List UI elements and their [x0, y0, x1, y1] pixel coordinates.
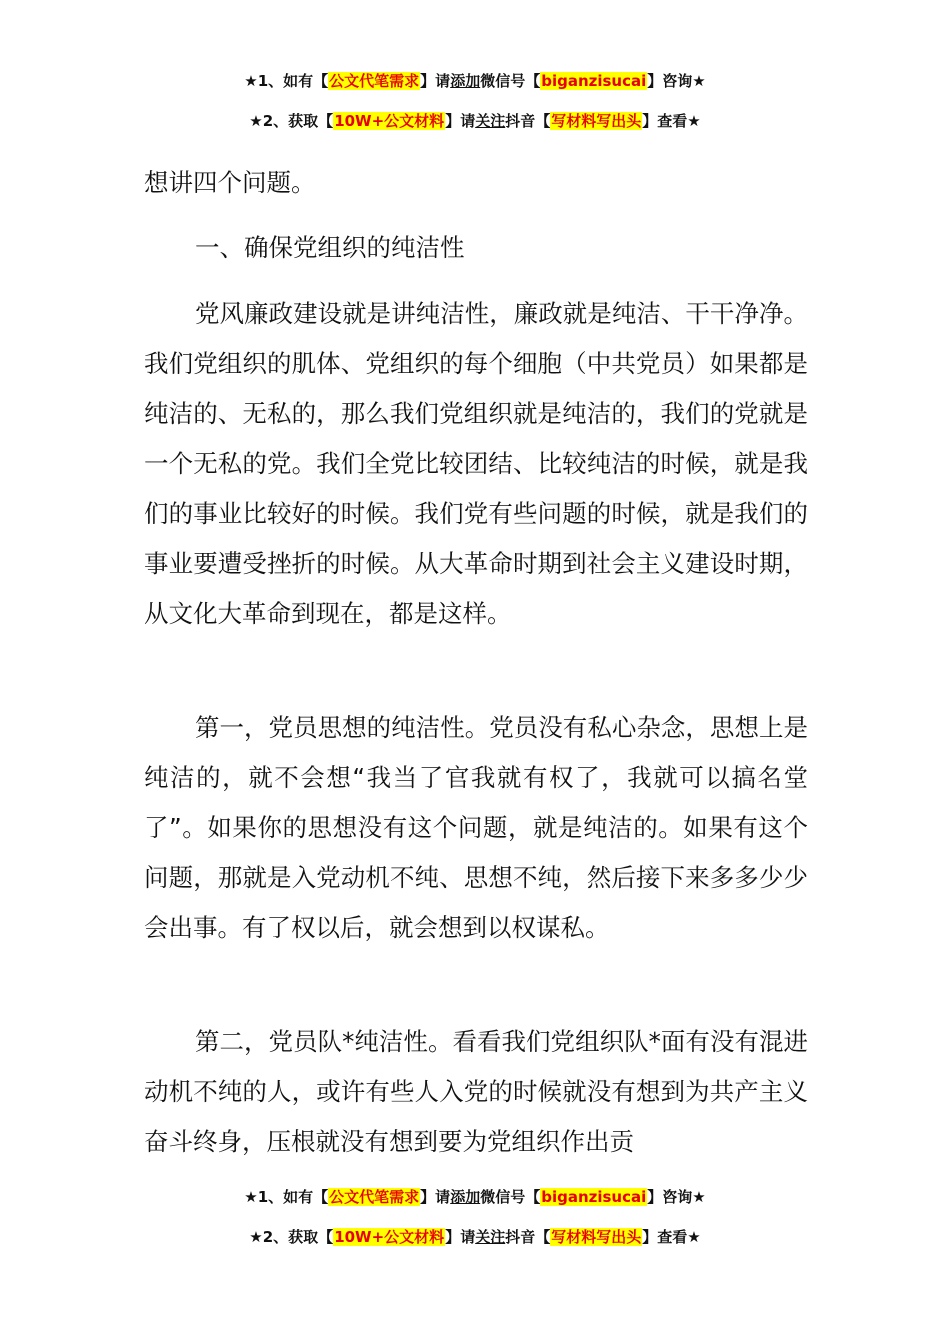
footer-banner-line-1: [0, 1186, 950, 1208]
banner-highlight: 公文代笔需求: [329, 1188, 420, 1206]
banner-text: 】请: [420, 1188, 451, 1206]
body-paragraph: 想讲四个问题。: [144, 168, 316, 197]
banner-text: 抖音【: [505, 1228, 551, 1246]
banner-underline: 添加: [450, 72, 481, 90]
banner-text: 】查看★: [642, 1228, 701, 1246]
banner-text: 微信号【: [480, 72, 541, 90]
banner-highlight: 写材料写出头: [551, 112, 642, 130]
body-paragraph: 党风廉政建设就是讲纯洁性，廉政就是纯洁、干干净净。我们党组织的肌体、党组织的每个细胞（中共党员）如果都是纯洁的、无私的，那么我们党组织就是纯洁的，我们的党就是一个无私的党。我们全党比较团结、比较纯洁的时候，就是我们的事业比较好的时候。我们党有些问题的时候，就是我们的事业要遭受挫折的时候。从大革命时期到社会主义建设时期，从文化大革命到现在，都是这样。: [144, 299, 808, 628]
banner-text: ★2、获取【: [249, 1228, 334, 1246]
banner-highlight: 10W+公文材料: [334, 1228, 445, 1246]
banner-text: 】咨询★: [647, 72, 706, 90]
body-paragraph: 第二，党员队*纯洁性。看看我们党组织队*面有没有混进动机不纯的人，或许有些人入党的时候就没有想到为共产主义奋斗终身，压根就没有想到要为党组织作出贡: [144, 1027, 808, 1156]
section-heading: 一、确保党组织的纯洁性: [195, 233, 465, 262]
banner-highlight: biganzisucai: [541, 72, 647, 90]
header-banner-line-1: [0, 70, 950, 92]
header-banner-line-2: [0, 110, 950, 132]
banner-text: ★2、获取【: [249, 112, 334, 130]
banner-underline: 关注: [475, 1228, 506, 1246]
banner-text: ★1、如有【: [244, 72, 329, 90]
banner-highlight: 写材料写出头: [551, 1228, 642, 1246]
banner-underline: 添加: [450, 1188, 481, 1206]
banner-text: 】请: [445, 1228, 476, 1246]
banner-highlight: 公文代笔需求: [329, 72, 420, 90]
footer-banner-line-2: [0, 1226, 950, 1248]
banner-highlight: biganzisucai: [541, 1188, 647, 1206]
banner-text: 】请: [420, 72, 451, 90]
banner-highlight: 10W+公文材料: [334, 112, 445, 130]
banner-text: 】查看★: [642, 112, 701, 130]
banner-text: ★1、如有【: [244, 1188, 329, 1206]
banner-underline: 关注: [475, 112, 506, 130]
banner-text: 】请: [445, 112, 476, 130]
banner-text: 抖音【: [505, 112, 551, 130]
banner-text: 】咨询★: [647, 1188, 706, 1206]
body-paragraph: 第一，党员思想的纯洁性。党员没有私心杂念，思想上是纯洁的，就不会想“我当了官我就有权了，我就可以搞名堂了”。如果你的思想没有这个问题，就是纯洁的。如果有这个问题，那就是入党动机不纯、思想不纯，然后接下来多多少少会出事。有了权以后，就会想到以权谋私。: [144, 713, 808, 942]
banner-text: 微信号【: [480, 1188, 541, 1206]
